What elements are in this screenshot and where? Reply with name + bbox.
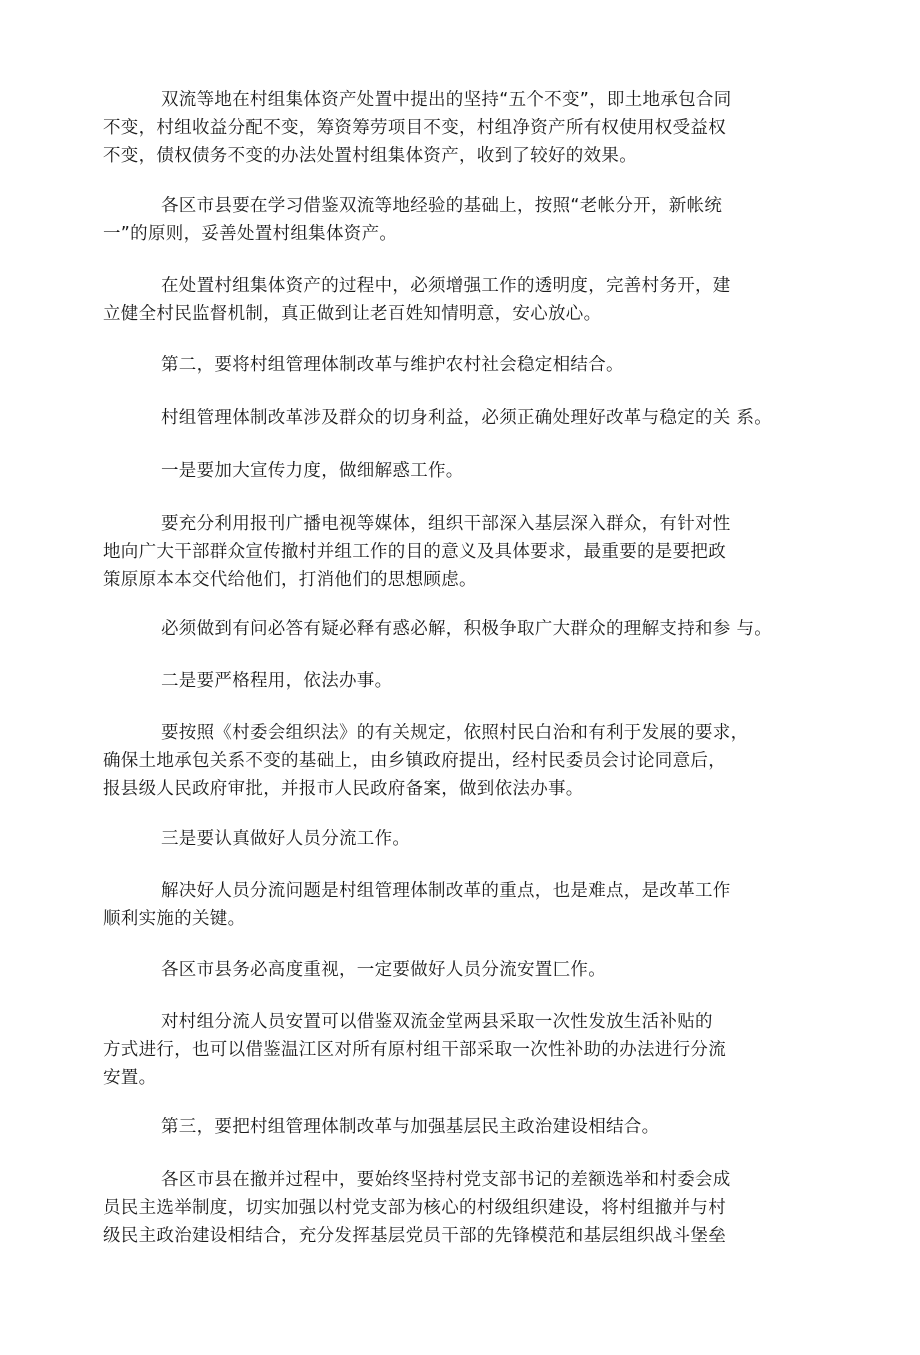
paragraph-4-heading	[103, 351, 793, 379]
paragraph-15-heading	[103, 1113, 793, 1141]
paragraph-5	[103, 404, 793, 432]
text-line: 报县级人民政府审批，并报市人民政府备案，做到依法办事。	[103, 779, 584, 799]
text-line: 方式进行，也可以借鉴温江区对所有原村组干部采取一次性补助的办法进行分流	[103, 1040, 726, 1060]
paragraph-16	[103, 1166, 793, 1250]
text-line: 要充分利用报刊广播电视等媒体，组织干部深入基层深入群众，有针对性	[161, 514, 731, 534]
text-line: 第二，要将村组管理体制改革与维护农村社会稳定相结合。	[161, 355, 624, 375]
text-line: 地向广大干部群众宣传撤村并组工作的目的意义及具体要求，最重要的是要把政	[103, 542, 726, 562]
text-line: 村组管理体制改革涉及群众的切身利益，必须正确处理好改革与稳定的关 系。	[161, 408, 773, 428]
text-line: 级民主政治建设相结合，充分发挥基层党员干部的先锋模范和基层组织战斗堡垒	[103, 1226, 726, 1246]
text-line: 双流等地在村组集体资产处置中提出的坚持“五个不变”，即土地承包合同	[161, 90, 732, 110]
paragraph-11	[103, 825, 793, 853]
text-line: 一是要加大宣传力度，做细解惑工作。	[161, 461, 464, 481]
paragraph-10	[103, 719, 793, 803]
text-line: 对村组分流人员安置可以借鉴双流金堂两县采取一次性发放生活补贴的	[161, 1012, 713, 1032]
text-line: 不变，债权债务不变的办法处置村组集体资产，收到了较好的效果。	[103, 146, 637, 166]
paragraph-6	[103, 457, 793, 485]
text-line: 不变，村组收益分配不变，筹资筹劳项目不变，村组净资产所有权使用权受益权	[103, 118, 726, 138]
paragraph-2	[103, 192, 793, 248]
text-line: 安置。	[103, 1068, 157, 1088]
text-line: 解决好人员分流问题是村组管理体制改革的重点，也是难点，是改革工作	[161, 881, 731, 901]
text-line: 各区市县务必高度重视，一定要做好人员分流安置匚作。	[161, 960, 606, 980]
text-line: 顺利实施的关键。	[103, 909, 246, 929]
paragraph-9	[103, 667, 793, 695]
text-line: 立健全村民监督机制，真正做到让老百姓知情明意，安心放心。	[103, 304, 602, 324]
paragraph-14	[103, 1008, 793, 1092]
text-line: 确保土地承包关系不变的基础上，由乡镇政府提出，经村民委员会讨论同意后，	[103, 751, 726, 771]
text-line: 各区市县要在学习借鉴双流等地经验的基础上，按照“老帐分开，新帐统	[161, 196, 723, 216]
text-line: 一”的原则，妥善处置村组集体资产。	[103, 224, 398, 244]
text-line: 必须做到有问必答有疑必释有惑必解，积极争取广大群众的理解支持和参 与。	[161, 619, 773, 639]
paragraph-3	[103, 272, 793, 328]
text-line: 第三，要把村组管理体制改革与加强基层民主政治建设相结合。	[161, 1117, 660, 1137]
text-line: 员民主选举制度，切实加强以村党支部为核心的村级组织建设，将村组撤并与村	[103, 1198, 726, 1218]
text-line: 在处置村组集体资产的过程中，必须增强工作的透明度，完善村务开，建	[161, 276, 731, 296]
text-line: 二是要严格程用，依法办事。	[161, 671, 393, 691]
paragraph-8	[103, 615, 793, 643]
paragraph-12	[103, 877, 793, 933]
paragraph-13	[103, 956, 793, 984]
text-line: 各区市县在撤并过程中，要始终坚持村党支部书记的差额选举和村委会成	[161, 1170, 731, 1190]
text-line: 要按照《村委会组织法》的有关规定，依照村民白治和有利于发展的要求，	[161, 723, 749, 743]
paragraph-7	[103, 510, 793, 594]
text-line: 策原原本本交代给他们，打消他们的思想顾虑。	[103, 570, 477, 590]
text-line: 三是要认真做好人员分流工作。	[161, 829, 411, 849]
paragraph-1	[103, 86, 793, 170]
